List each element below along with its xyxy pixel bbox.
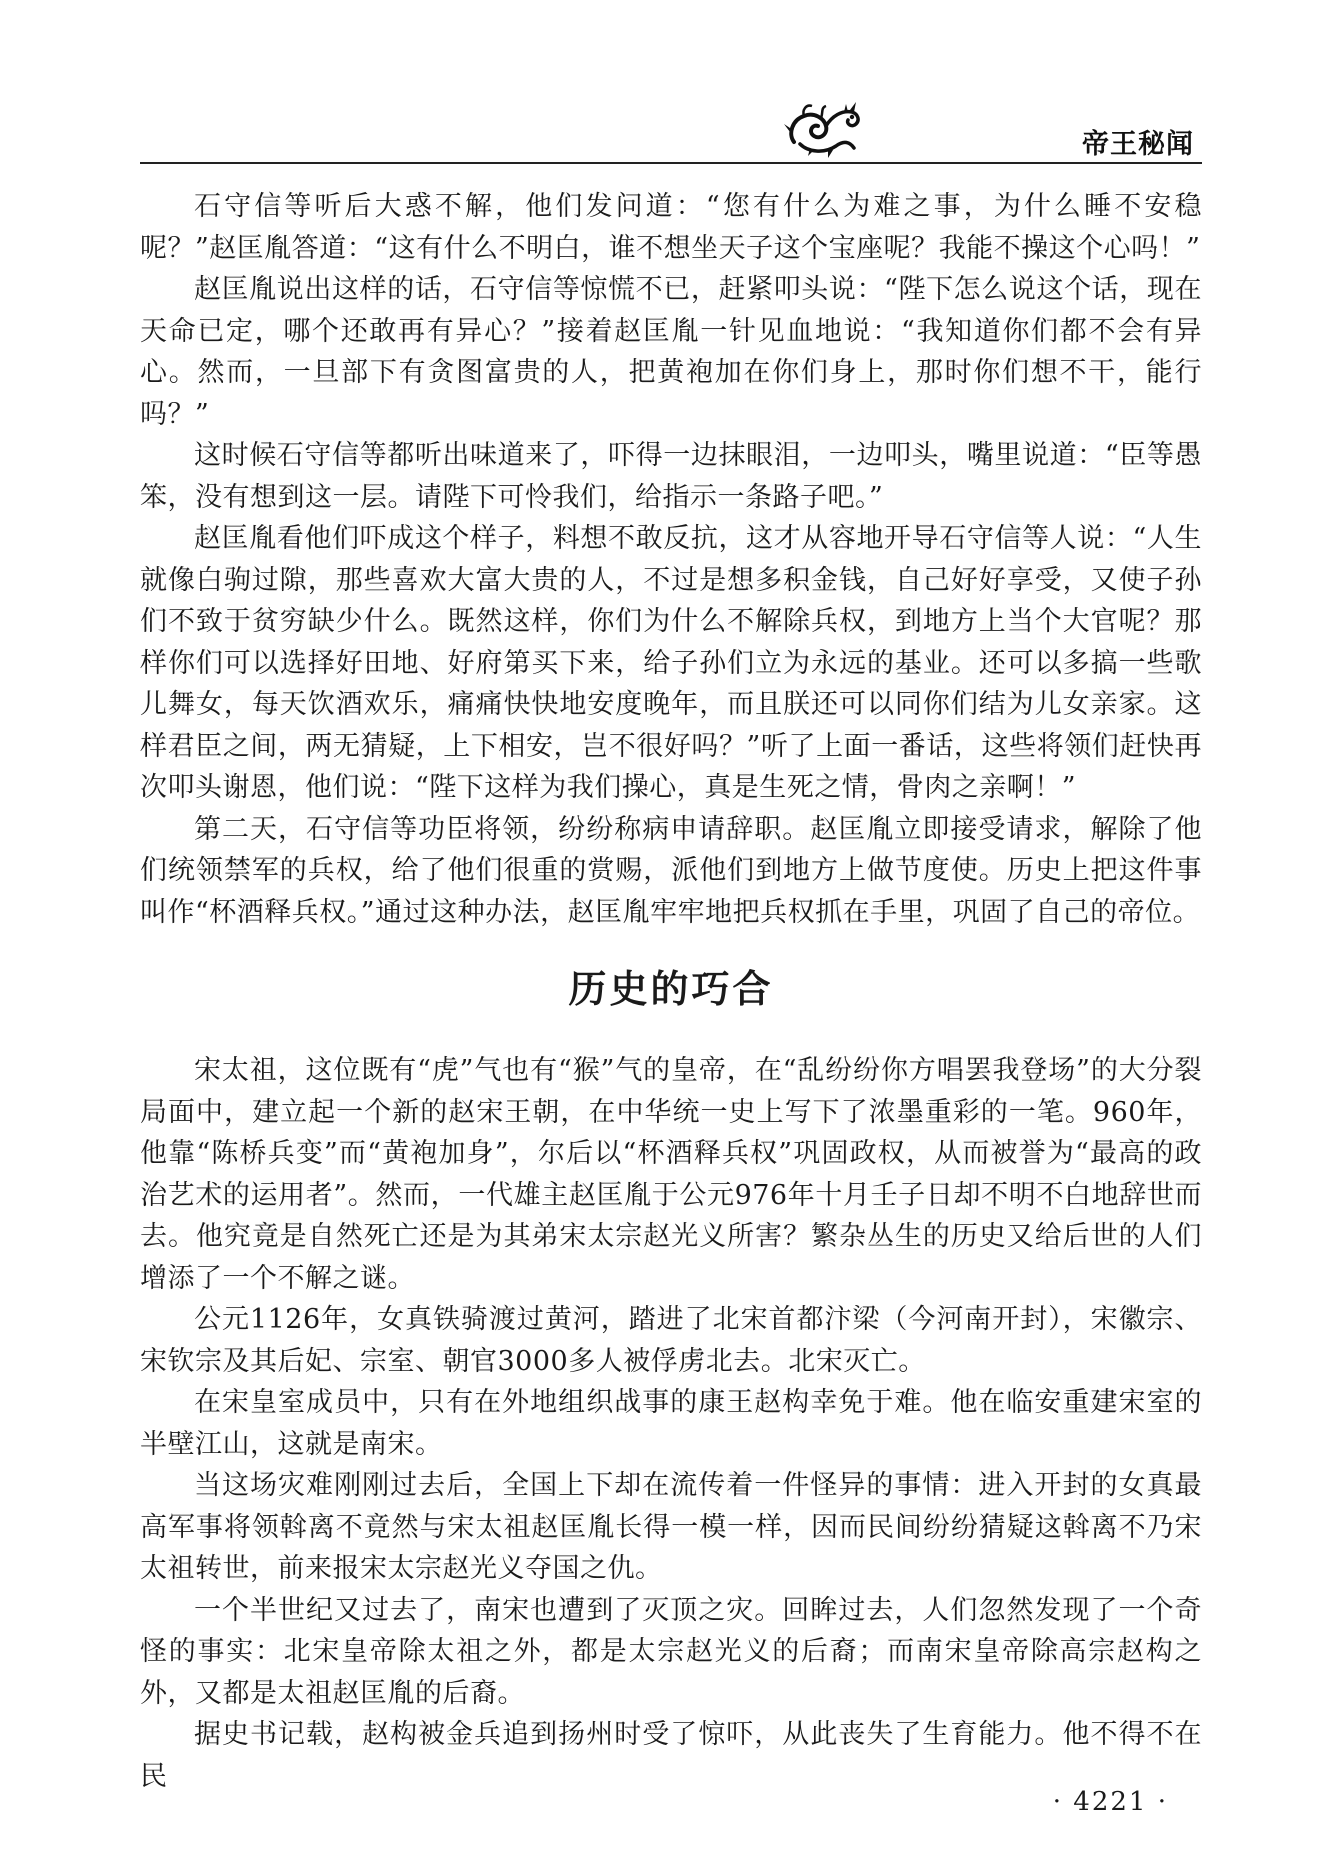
paragraph: 在宋皇室成员中，只有在外地组织战事的康王赵构幸免于难。他在临安重建宋室的半壁江山，这就是南宋。 [140,1387,1202,1460]
paragraph: 赵匡胤说出这样的话，石守信等惊慌不已，赶紧叩头说：“陛下怎么说这个话，现在天命已定，哪个还敢再有异心？”接着赵匡胤一针见血地说：“我知道你们都不会有异心。然而，一旦部下有贪图富贵的人，把黄袍加在你们身上，那时你们想不干，能行吗？” [140,274,1202,430]
paragraph: 当这场灾难刚刚过去后，全国上下却在流传着一件怪异的事情：进入开封的女真最高军事将领斡离不竟然与宋太祖赵匡胤长得一模一样，因而民间纷纷猜疑这斡离不乃宋太祖转世，前来报宋太宗赵光义夺国之仇。 [140,1470,1202,1584]
running-header [140,100,1202,164]
header-rule [140,162,1202,164]
paragraph: 这时候石守信等都听出味道来了，吓得一边抹眼泪，一边叩头，嘴里说道：“臣等愚笨，没有想到这一层。请陛下可怜我们，给指示一条路子吧。” [140,440,1202,513]
paragraph: 石守信等听后大惑不解，他们发问道：“您有什么为难之事，为什么睡不安稳呢？”赵匡胤答道：“这有什么不明白，谁不想坐天子这个宝座呢？我能不操这个心吗！” [140,191,1202,264]
section-heading: 历史的巧合 [568,967,774,1011]
paragraph: 赵匡胤看他们吓成这个样子，料想不敢反抗，这才从容地开导石守信等人说：“人生就像白驹过隙，那些喜欢大富大贵的人，不过是想多积金钱，自己好好享受，又使子孙们不致于贫穷缺少什么。既然这样，你们为什么不解除兵权，到地方上当个大官呢？那样你们可以选择好田地、好府第买下来，给子孙们立为永远的基业。还可以多搞一些歌儿舞女，每天饮酒欢乐，痛痛快快地安度晚年，而且朕还可以同你们结为儿女亲家。这样君臣之间，两无猜疑，上下相安，岂不很好吗？”听了上面一番话，这些将领们赶快再次叩头谢恩，他们说：“陛下这样为我们操心，真是生死之情，骨肉之亲啊！” [140,523,1202,803]
paragraph: 据史书记载，赵构被金兵追到扬州时受了惊吓，从此丧失了生育能力。他不得不在民 [140,1719,1202,1792]
paragraph: 宋太祖，这位既有“虎”气也有“猴”气的皇帝，在“乱纷纷你方唱罢我登场”的大分裂局面中，建立起一个新的赵宋王朝，在中华统一史上写下了浓墨重彩的一笔。960年，他靠“陈桥兵变”而“黄袍加身”，尔后以“杯酒释兵权”巩固政权，从而被誉为“最高的政治艺术的运用者”。然而，一代雄主赵匡胤于公元976年十月壬子日却不明不白地辞世而去。他究竟是自然死亡还是为其弟宋太宗赵光义所害？繁杂丛生的历史又给后世的人们增添了一个不解之谜。 [140,1055,1202,1294]
section-body-1 [140,186,1202,933]
section-body-2 [140,1050,1202,1797]
dragon-icon [780,98,864,160]
paragraph: 第二天，石守信等功臣将领，纷纷称病申请辞职。赵匡胤立即接受请求，解除了他们统领禁军的兵权，给了他们很重的赏赐，派他们到地方上做节度使。历史上把这件事叫作“杯酒释兵权。”通过这种办法，赵匡胤牢牢地把兵权抓在手里，巩固了自己的帝位。 [140,813,1202,928]
paragraph: 公元1126年，女真铁骑渡过黄河，踏进了北宋首都汴梁（今河南开封），宋徽宗、宋钦宗及其后妃、宗室、朝官3000多人被俘虏北去。北宋灭亡。 [140,1304,1202,1377]
book-title: 帝王秘闻 [1082,129,1194,160]
paragraph: 一个半世纪又过去了，南宋也遭到了灭顶之灾。回眸过去，人们忽然发现了一个奇怪的事实：北宋皇帝除太祖之外，都是太宗赵光义的后裔；而南宋皇帝除高宗赵构之外，又都是太祖赵匡胤的后裔。 [140,1594,1202,1709]
page-number: · 4221 · [1052,1787,1168,1817]
